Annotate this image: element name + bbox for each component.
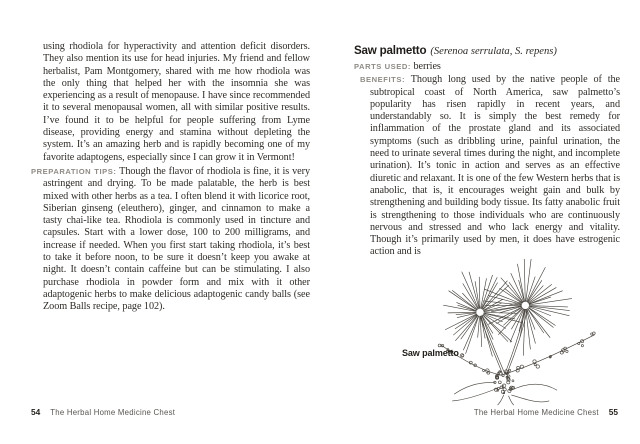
left-page <box>31 41 310 314</box>
herb-name: Saw palmetto <box>354 44 427 57</box>
running-title-right: The Herbal Home Medicine Chest <box>473 408 599 417</box>
species-name: (Serenoa serrulata, S. repens) <box>430 46 557 57</box>
parts-used-value: berries <box>413 61 441 72</box>
illustration-caption: Saw palmetto <box>402 348 459 358</box>
benefits-label: BENEFITS: <box>360 75 406 85</box>
parts-used-label: PARTS USED: <box>354 62 411 71</box>
saw-palmetto-heading <box>354 43 620 58</box>
preparation-tips-text: Though the flavor of rhodiola is fine, it is very astringent and drying. To be made palatable, the herb is best mixed with other herbs as a tea. I often blend it with licorice root, Siberian ginseng (eleuthero), ginger, and cinnamon to make a tasty chai-like tea. Rhodiola is commonly used in tincture and capsules. Start with a lower dose, 100 to 200 milligrams, and increase if needed. When you first start taking rhodiola, it’s best to take it before noon, to be sure it doesn’t keep you awake at night. It doesn’t contain caffeine but can be stimulating. I also purchase rhodiola in powder form and mix with it other adaptogenic herbs to make delicious adaptogenic candy balls (see Zoom Balls recipe, page 102). <box>43 165 310 313</box>
preparation-tips-label: PREPARATION TIPS: <box>31 166 117 176</box>
page-number-right: 55 <box>608 407 618 417</box>
left-page-footer <box>31 407 175 417</box>
rhodiola-continuation-paragraph: using rhodiola for hyperactivity and attention deficit disorders. They also mention its use for head injuries. My friend and fellow herbalist, Pam Montgomery, shared with me how rhodiola was the only thing that helped her with the insomnia she was experiencing as a result of menopause. I have since recommended it to several menopausal women, all with similar positive results. I’ve found it to be helpful for people suffering from Lyme disease, providing energy and stamina without depleting the system. It’s an amazing herb and is rapidly becoming one of my favorite adaptogens, especially since I can grow it in Vermont! <box>43 41 310 163</box>
parts-used-line <box>354 61 620 73</box>
running-title-left: The Herbal Home Medicine Chest <box>50 408 176 417</box>
benefits-paragraph <box>354 74 620 258</box>
saw-palmetto-illustration <box>417 256 614 406</box>
right-page <box>354 43 620 259</box>
preparation-tips-paragraph <box>31 166 310 314</box>
benefits-text: Though long used by the native people of the subtropical coast of North America, saw palmetto’s popularity has risen rapidly in recent years, and understandably so. It is simply the best remedy for inflammation of the prostate gland and its associated symptoms (such as dribbling urine, painful urination, the need to urinate several times during the night, and incomplete urination). It’s tonic in action and serves as an effective diuretic and relaxant. It is one of the few Western herbs that is anabolic, that is, it encourages weight gain and bulk by strengthening and building body tissue. Its fatty anabolic fruit is strengthening to those individuals who are continuously nervous and stressed and who lack energy and vitality. Though it’s primarily used by men, it does have estrogenic action and is <box>370 74 620 258</box>
right-page-footer <box>474 407 618 417</box>
page-number-left: 54 <box>31 407 41 417</box>
